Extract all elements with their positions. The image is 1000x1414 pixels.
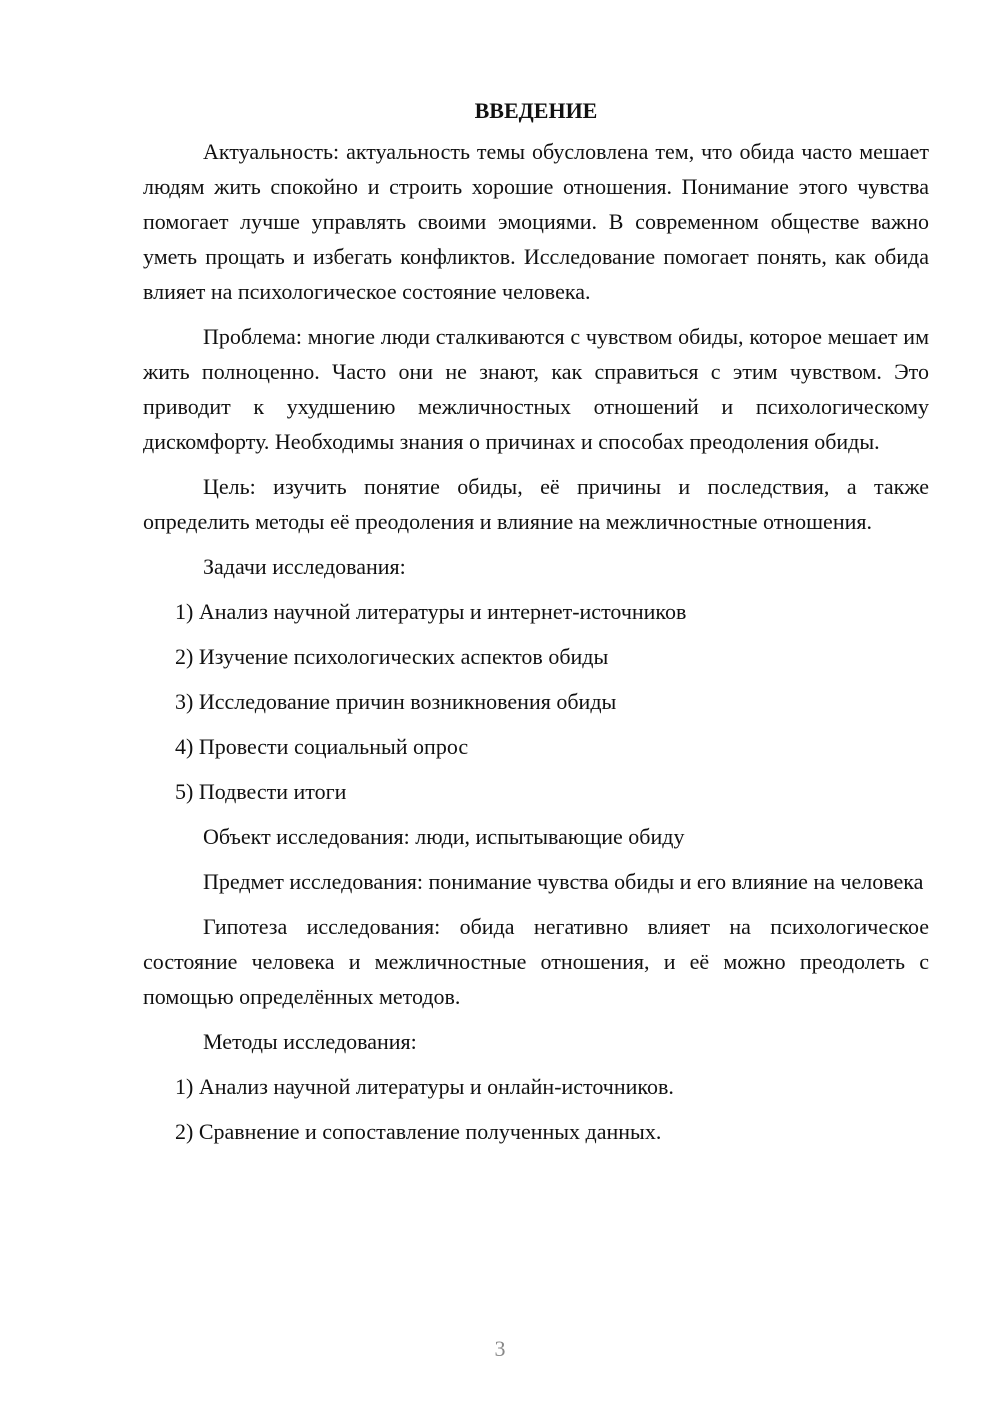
task-item: 2) Изучение психологических аспектов обиды: [175, 644, 609, 669]
object-line: Объект исследования: люди, испытывающие обиду: [203, 824, 685, 849]
relevance-paragraph: Актуальность: актуальность темы обусловлена тем, что обида часто мешает людям жить спокойно и строить хорошие отношения. Понимание этого чувства помогает лучше управлять своими эмоциями. В современном обществе важно уметь прощать и избегать конфликтов. Исследование помогает понять, как обида влияет на психологическое состояние человека.: [143, 139, 929, 304]
subject-paragraph: Предмет исследования: понимание чувства обиды и его влияние на человека: [203, 869, 924, 894]
task-item: 5) Подвести итоги: [175, 779, 347, 804]
task-item: 3) Исследование причин возникновения обиды: [175, 689, 617, 714]
task-item: 4) Провести социальный опрос: [175, 734, 469, 759]
goal-paragraph: Цель: изучить понятие обиды, её причины и последствия, а также определить методы её преодоления и влияние на межличностные отношения.: [143, 474, 929, 534]
method-item: 1) Анализ научной литературы и онлайн-источников.: [175, 1074, 674, 1099]
document-body: [143, 96, 929, 1159]
section-title: ВВЕДЕНИЕ: [474, 98, 598, 123]
method-item: 2) Сравнение и сопоставление полученных данных.: [175, 1119, 662, 1144]
methods-heading: Методы исследования:: [203, 1029, 417, 1054]
problem-paragraph: Проблема: многие люди сталкиваются с чувством обиды, которое мешает им жить полноценно. Часто они не знают, как справиться с этим чувством. Это приводит к ухудшению межличностных отношений и психологическому дискомфорту. Необходимы знания о причинах и способах преодоления обиды.: [143, 324, 929, 454]
tasks-heading: Задачи исследования:: [203, 554, 406, 579]
task-item: 1) Анализ научной литературы и интернет-источников: [175, 599, 687, 624]
page-number: 3: [494, 1336, 506, 1361]
hypothesis-paragraph: Гипотеза исследования: обида негативно влияет на психологическое состояние человека и межличностные отношения, и её можно преодолеть с помощью определённых методов.: [143, 914, 929, 1009]
